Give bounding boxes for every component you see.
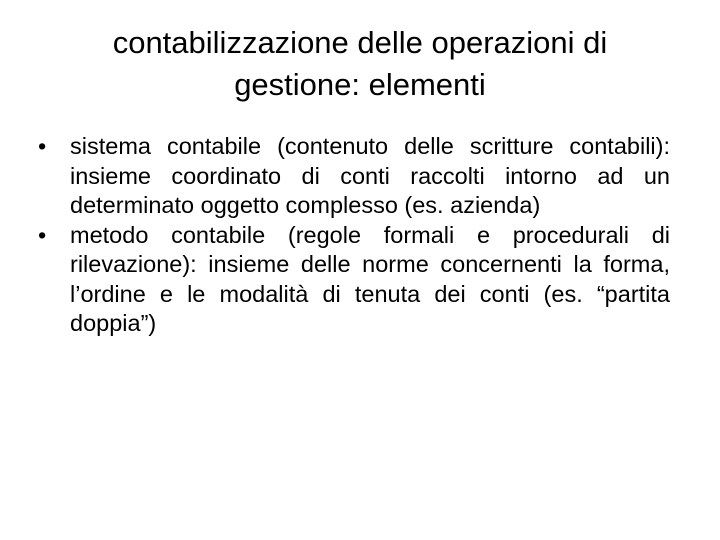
bullet-text: metodo contabile (regole formali e procedurali di rilevazione): insieme delle norme concernenti la forma, l’ordine e le modalità di tenuta dei conti (es. “partita doppia”) xyxy=(70,221,670,336)
bullet-item-metodo-contabile xyxy=(36,221,670,339)
bullet-item-sistema-contabile xyxy=(36,132,670,221)
bullet-list xyxy=(36,132,670,339)
bullet-dot-icon: • xyxy=(38,221,47,248)
bullet-dot-icon: • xyxy=(38,133,47,159)
slide-title-line-2: gestione: elementi xyxy=(234,67,486,102)
slide-title xyxy=(40,22,680,106)
slide-title-line-1: contabilizzazione delle operazioni di xyxy=(112,25,608,60)
bullet-text: sistema contabile (contenuto delle scritture contabili): insieme coordinato di conti raccolti intorno ad un determinato oggetto complesso (es. azienda) xyxy=(70,133,670,218)
